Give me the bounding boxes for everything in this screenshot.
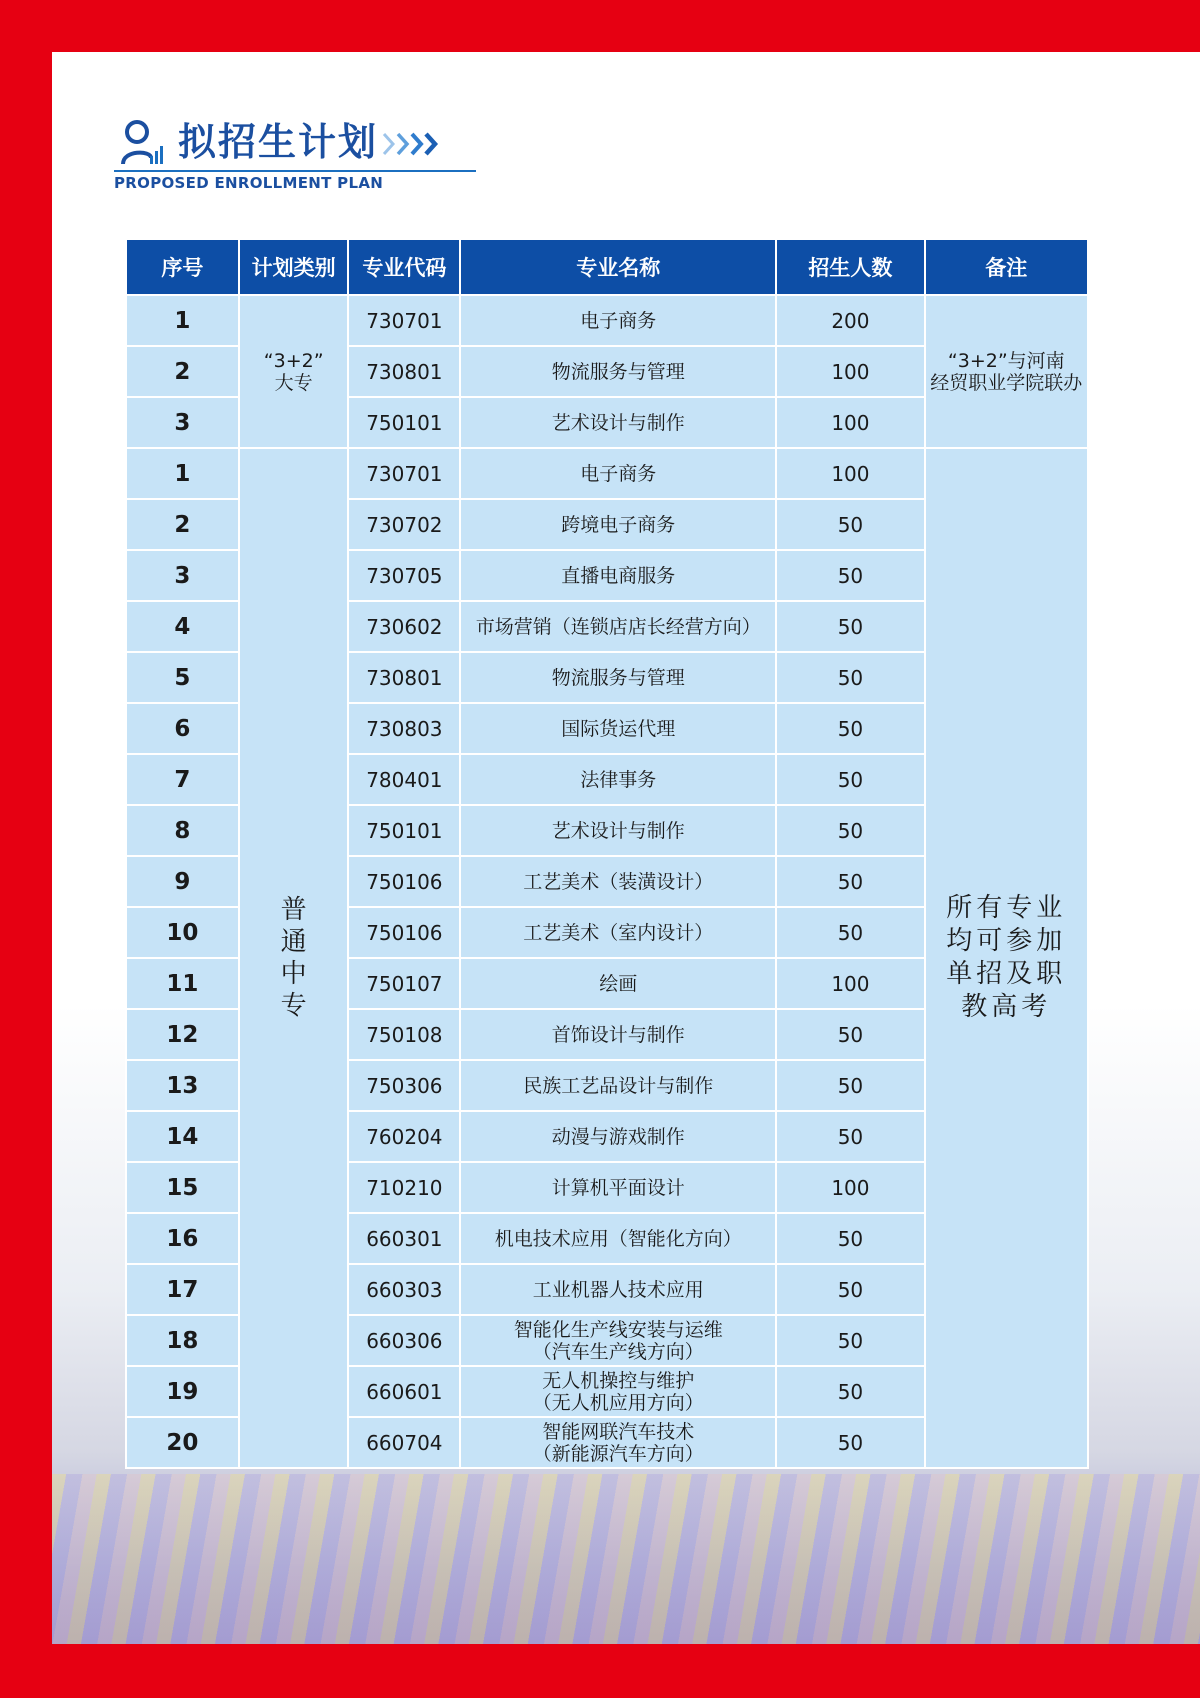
note-label: “3+2”与河南 [947, 349, 1065, 372]
code-cell: 660704 [348, 1417, 460, 1468]
seq-cell: 8 [126, 805, 239, 856]
count-cell: 100 [776, 448, 924, 499]
count-cell: 200 [776, 295, 924, 346]
background-flowerbed [52, 1474, 1200, 1644]
code-cell: 660601 [348, 1366, 460, 1417]
seq-cell: 5 [126, 652, 239, 703]
code-cell: 750108 [348, 1009, 460, 1060]
name-cell: 机电技术应用（智能化方向） [460, 1213, 776, 1264]
seq-cell: 1 [126, 448, 239, 499]
title-underline [114, 170, 476, 172]
name-cell: 物流服务与管理 [460, 652, 776, 703]
column-header: 计划类别 [239, 239, 349, 295]
seq-cell: 3 [126, 397, 239, 448]
count-cell: 50 [776, 1213, 924, 1264]
code-cell: 750106 [348, 907, 460, 958]
name-cell: 工艺美术（室内设计） [460, 907, 776, 958]
seq-cell: 13 [126, 1060, 239, 1111]
seq-cell: 19 [126, 1366, 239, 1417]
name-cell: 法律事务 [460, 754, 776, 805]
code-cell: 730801 [348, 652, 460, 703]
column-header: 专业代码 [348, 239, 460, 295]
column-header: 专业名称 [460, 239, 776, 295]
count-cell: 50 [776, 1366, 924, 1417]
name-cell: 民族工艺品设计与制作 [460, 1060, 776, 1111]
seq-cell: 3 [126, 550, 239, 601]
code-cell: 730701 [348, 448, 460, 499]
name-cell [460, 1417, 776, 1468]
count-cell: 50 [776, 1009, 924, 1060]
name-line: （无人机应用方向） [532, 1391, 704, 1414]
category-cell [239, 295, 349, 448]
code-cell: 660301 [348, 1213, 460, 1264]
count-cell: 50 [776, 1417, 924, 1468]
code-cell: 760204 [348, 1111, 460, 1162]
enrollment-table [125, 238, 1089, 1469]
section-header [114, 112, 474, 192]
seq-cell: 4 [126, 601, 239, 652]
note-cell [925, 295, 1088, 448]
count-cell: 50 [776, 856, 924, 907]
seq-cell: 2 [126, 499, 239, 550]
count-cell: 50 [776, 805, 924, 856]
seq-cell: 2 [126, 346, 239, 397]
seq-cell: 15 [126, 1162, 239, 1213]
poster-page [52, 52, 1200, 1644]
count-cell: 50 [776, 601, 924, 652]
name-cell: 电子商务 [460, 295, 776, 346]
count-cell: 50 [776, 1111, 924, 1162]
code-cell: 780401 [348, 754, 460, 805]
code-cell: 730602 [348, 601, 460, 652]
table-row [126, 295, 1088, 346]
code-cell: 750306 [348, 1060, 460, 1111]
name-cell: 直播电商服务 [460, 550, 776, 601]
code-cell: 730701 [348, 295, 460, 346]
seq-cell: 11 [126, 958, 239, 1009]
count-cell: 50 [776, 1060, 924, 1111]
count-cell: 100 [776, 346, 924, 397]
note-label: 所有专业均可参加单招及职教高考 [946, 893, 1067, 1022]
name-line: （汽车生产线方向） [532, 1340, 704, 1363]
name-cell: 工业机器人技术应用 [460, 1264, 776, 1315]
count-cell: 50 [776, 754, 924, 805]
seq-cell: 12 [126, 1009, 239, 1060]
name-cell: 电子商务 [460, 448, 776, 499]
seq-cell: 10 [126, 907, 239, 958]
category-label: 大专 [274, 371, 313, 394]
code-cell: 750101 [348, 805, 460, 856]
code-cell: 660303 [348, 1264, 460, 1315]
seq-cell: 18 [126, 1315, 239, 1366]
name-cell: 物流服务与管理 [460, 346, 776, 397]
category-cell [239, 448, 349, 1468]
name-cell [460, 1366, 776, 1417]
page-title: 拟招生计划 [178, 120, 379, 164]
count-cell: 50 [776, 499, 924, 550]
code-cell: 730705 [348, 550, 460, 601]
code-cell: 730801 [348, 346, 460, 397]
code-cell: 750107 [348, 958, 460, 1009]
seq-cell: 1 [126, 295, 239, 346]
count-cell: 50 [776, 652, 924, 703]
name-cell: 市场营销（连锁店店长经营方向） [460, 601, 776, 652]
name-cell: 动漫与游戏制作 [460, 1111, 776, 1162]
name-line: 无人机操控与维护 [542, 1369, 695, 1392]
note-label: 经贸职业学院联办 [930, 371, 1083, 394]
name-cell: 跨境电子商务 [460, 499, 776, 550]
count-cell: 100 [776, 1162, 924, 1213]
count-cell: 100 [776, 958, 924, 1009]
name-cell: 艺术设计与制作 [460, 397, 776, 448]
name-line: （新能源汽车方向） [532, 1442, 704, 1465]
seq-cell: 6 [126, 703, 239, 754]
count-cell: 50 [776, 907, 924, 958]
category-label: 普通中专 [280, 895, 307, 1021]
table-row [126, 448, 1088, 499]
seq-cell: 20 [126, 1417, 239, 1468]
count-cell: 50 [776, 1264, 924, 1315]
seq-cell: 17 [126, 1264, 239, 1315]
code-cell: 660306 [348, 1315, 460, 1366]
name-line: 智能网联汽车技术 [542, 1420, 695, 1443]
name-cell: 首饰设计与制作 [460, 1009, 776, 1060]
category-label: “3+2” [263, 349, 324, 372]
code-cell: 730803 [348, 703, 460, 754]
count-cell: 50 [776, 703, 924, 754]
code-cell: 710210 [348, 1162, 460, 1213]
seq-cell: 9 [126, 856, 239, 907]
name-cell: 工艺美术（装潢设计） [460, 856, 776, 907]
name-cell [460, 1315, 776, 1366]
name-cell: 艺术设计与制作 [460, 805, 776, 856]
count-cell: 50 [776, 1315, 924, 1366]
column-header: 备注 [925, 239, 1088, 295]
seq-cell: 16 [126, 1213, 239, 1264]
seq-cell: 14 [126, 1111, 239, 1162]
column-header: 招生人数 [776, 239, 924, 295]
name-line: 智能化生产线安装与运维 [513, 1318, 723, 1341]
code-cell: 750101 [348, 397, 460, 448]
note-cell [925, 448, 1088, 1468]
code-cell: 730702 [348, 499, 460, 550]
person-chart-icon [120, 118, 166, 166]
code-cell: 750106 [348, 856, 460, 907]
count-cell: 50 [776, 550, 924, 601]
name-cell: 绘画 [460, 958, 776, 1009]
seq-cell: 7 [126, 754, 239, 805]
table-header-row [126, 239, 1088, 295]
column-header: 序号 [126, 239, 239, 295]
name-cell: 计算机平面设计 [460, 1162, 776, 1213]
chevron-right-icon [382, 130, 444, 158]
count-cell: 100 [776, 397, 924, 448]
name-cell: 国际货运代理 [460, 703, 776, 754]
page-subtitle: PROPOSED ENROLLMENT PLAN [114, 174, 384, 192]
